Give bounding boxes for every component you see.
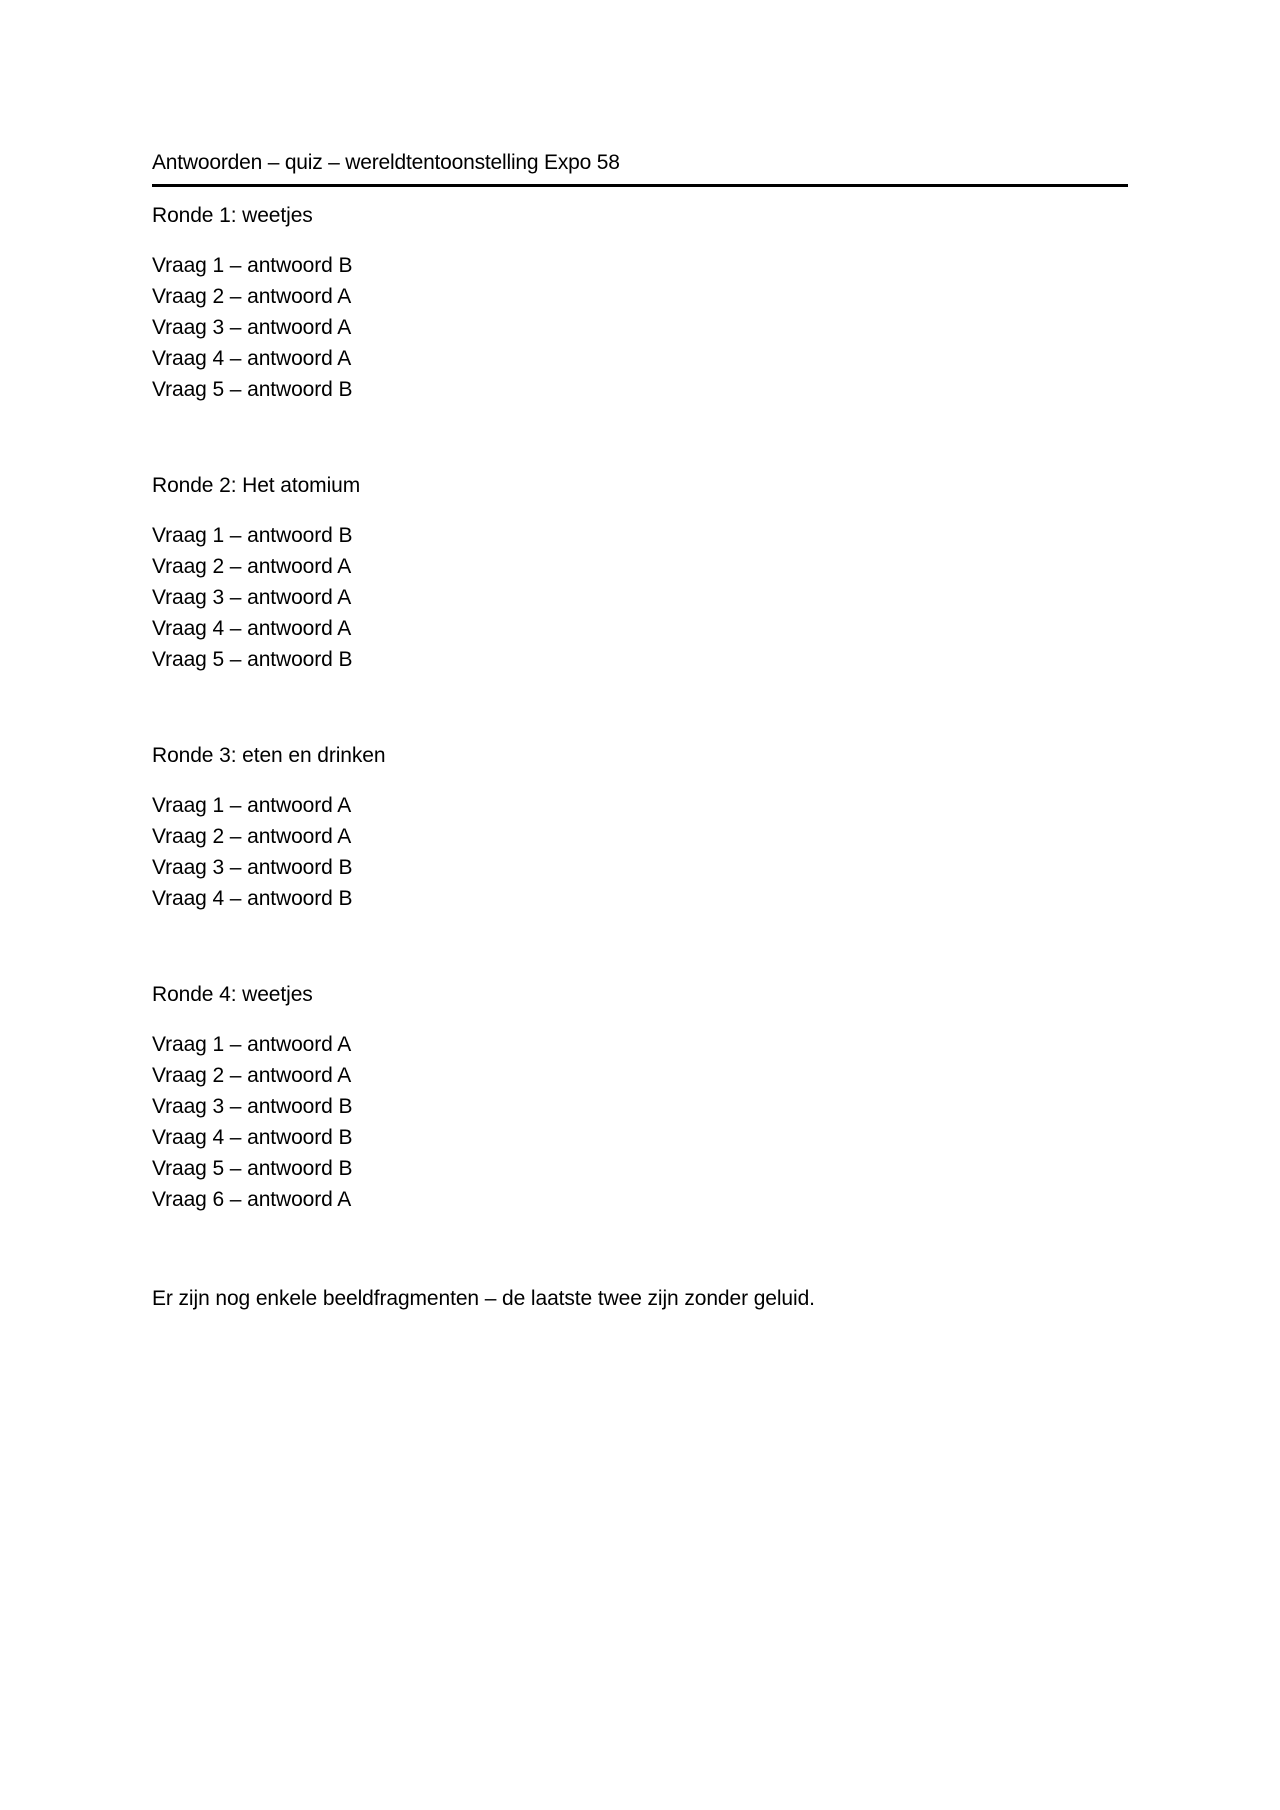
answer-line: Vraag 3 – antwoord A <box>152 586 352 609</box>
answer-line: Vraag 3 – antwoord A <box>152 316 352 339</box>
round-3-answer-list <box>152 790 1128 914</box>
answer-line: Vraag 5 – antwoord B <box>152 1157 353 1180</box>
answer-line: Vraag 4 – antwoord B <box>152 887 353 910</box>
round-4-answer-list <box>152 1029 1128 1215</box>
round-1-heading: Ronde 1: weetjes <box>152 204 313 227</box>
round-section-4 <box>152 979 1128 1215</box>
answer-line: Vraag 1 – antwoord A <box>152 1033 352 1056</box>
round-section-1 <box>152 200 1128 405</box>
answer-line: Vraag 1 – antwoord B <box>152 524 353 547</box>
round-section-3 <box>152 740 1128 914</box>
answer-line: Vraag 4 – antwoord A <box>152 617 352 640</box>
round-section-2 <box>152 470 1128 675</box>
answer-line: Vraag 5 – antwoord B <box>152 378 353 401</box>
answer-line: Vraag 4 – antwoord B <box>152 1126 353 1149</box>
answer-line: Vraag 3 – antwoord B <box>152 856 353 879</box>
answer-line: Vraag 2 – antwoord A <box>152 555 352 578</box>
round-2-answer-list <box>152 520 1128 675</box>
round-3-heading: Ronde 3: eten en drinken <box>152 744 386 767</box>
answer-line: Vraag 5 – antwoord B <box>152 648 353 671</box>
answer-line: Vraag 1 – antwoord B <box>152 254 353 277</box>
answer-line: Vraag 4 – antwoord A <box>152 347 352 370</box>
answer-line: Vraag 2 – antwoord A <box>152 1064 352 1087</box>
round-2-heading: Ronde 2: Het atomium <box>152 474 361 497</box>
answer-line: Vraag 3 – antwoord B <box>152 1095 353 1118</box>
round-1-answer-list <box>152 250 1128 405</box>
closing-note: Er zijn nog enkele beeldfragmenten – de laatste twee zijn zonder geluid. <box>152 1287 815 1310</box>
answer-line: Vraag 2 – antwoord A <box>152 285 352 308</box>
round-4-heading: Ronde 4: weetjes <box>152 983 313 1006</box>
answer-line: Vraag 1 – antwoord A <box>152 794 352 817</box>
document-title: Antwoorden – quiz – wereldtentoonstelling Expo 58 <box>152 150 1128 187</box>
answer-line: Vraag 2 – antwoord A <box>152 825 352 848</box>
answer-line: Vraag 6 – antwoord A <box>152 1188 352 1211</box>
